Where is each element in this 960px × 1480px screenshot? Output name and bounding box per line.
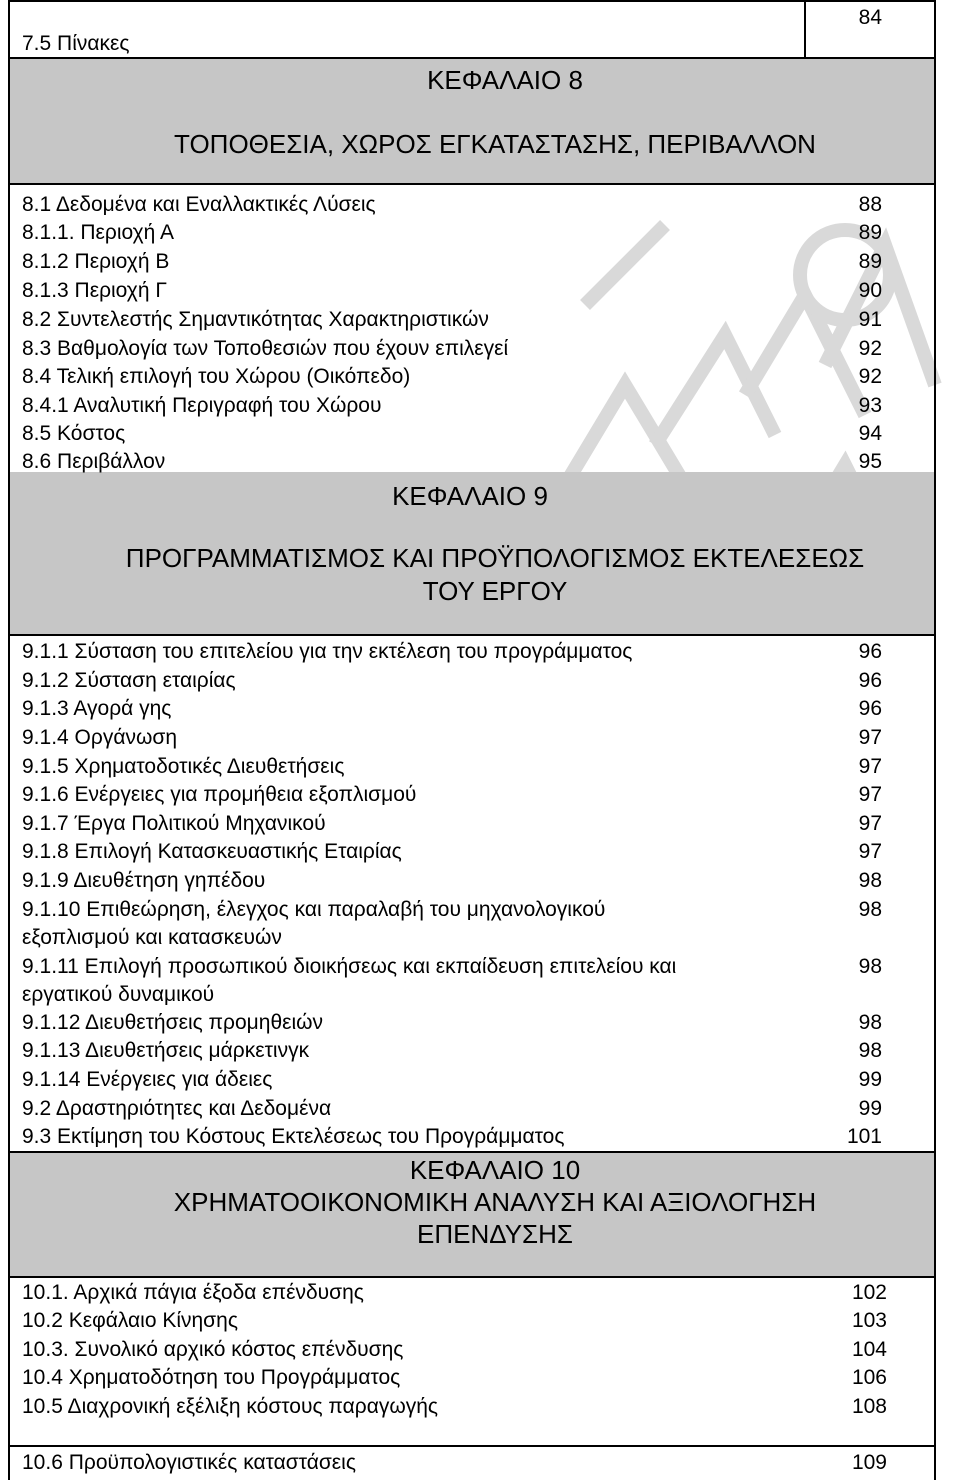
page-column-divider [804,0,806,58]
top-border [8,0,936,2]
toc-entry-text: 10.3. Συνολικό αρχικό κόστος επένδυσης [22,1338,404,1361]
toc-entry-text: 7.5 Πίνακες [22,32,130,55]
toc-entry-text: 8.5 Κόστος [22,422,126,445]
toc-entry-page: 90 [858,279,882,302]
toc-entry-page: 109 [851,1451,887,1474]
toc-entry-text: 9.1.14 Ενέργειες για άδειες [22,1068,273,1091]
toc-entry-text: 9.1.8 Επιλογή Κατασκευαστικής Εταιρίας [22,840,402,863]
chapter10-title-line2: ΕΠΕΝΔΥΣΗΣ [417,1219,573,1249]
toc-entry-text: 9.1.1 Σύσταση του επιτελείου για την εκτέλεση του προγράμματος [22,640,633,663]
toc-entry-page: 97 [858,812,882,835]
toc-entry-page: 99 [858,1068,882,1091]
toc-entry-text: 10.6 Προϋπολογιστικές καταστάσεις [22,1451,356,1474]
toc-entry-text-cont: εργατικού δυναμικού [22,983,215,1006]
toc-entry-text: 8.3 Βαθμολογία των Τοποθεσιών που έχουν επιλεγεί [22,337,509,360]
toc-entry-text: 10.5 Διαχρονική εξέλιξη κόστους παραγωγής [22,1395,439,1418]
toc-entry-page: 97 [858,840,882,863]
chapter10-title-line1: ΧΡΗΜΑΤΟΟΙΚΟΝΟΜΙΚΗ ΑΝΑΛΥΣΗ ΚΑΙ ΑΞΙΟΛΟΓΗΣΗ [173,1187,817,1217]
toc-entry-page: 97 [858,755,882,778]
toc-entry-text: 9.1.13 Διευθετήσεις μάρκετινγκ [22,1039,310,1062]
chapter9-label: ΚΕΦΑΛΑΙΟ 9 [392,481,548,511]
toc-entry-text: 8.1 Δεδομένα και Εναλλακτικές Λύσεις [22,193,376,216]
toc-entry-text: 8.1.3 Περιοχή Γ [22,279,167,302]
toc-entry-page: 96 [858,697,882,720]
toc-entry-page: 93 [858,394,882,417]
toc-entry-text: 9.1.5 Χρηματοδοτικές Διευθετήσεις [22,755,345,778]
table-right-border [934,0,936,1480]
toc-entry-page: 95 [858,450,882,473]
toc-entry-text: 10.1. Αρχικά πάγια έξοδα επένδυσης [22,1281,364,1304]
toc-entry-page: 108 [851,1395,887,1418]
toc-entry-page: 98 [858,898,882,921]
toc-entry-text: 9.1.4 Οργάνωση [22,726,177,749]
toc-entry-text: 10.2 Κεφάλαιο Κίνησης [22,1309,238,1332]
toc-entry-page: 96 [858,640,882,663]
toc-entry-page: 94 [858,422,882,445]
toc-entry-page: 91 [858,308,882,331]
toc-entry-text: 9.1.11 Επιλογή προσωπικού διοικήσεως και εκπαίδευση επιτελείου και [22,955,677,978]
toc-entry-page: 102 [851,1281,887,1304]
toc-entry-page: 84 [858,6,882,29]
toc-entry-text: 9.1.6 Ενέργειες για προμήθεια εξοπλισμού [22,783,417,806]
toc-entry-page: 98 [858,1039,882,1062]
toc-entry-text: 8.6 Περιβάλλον [22,450,166,473]
toc-entry-page: 97 [858,726,882,749]
toc-entry-page: 97 [858,783,882,806]
toc-entry-page: 98 [858,1011,882,1034]
toc-entry-page: 106 [851,1366,887,1389]
toc-entry-text: 9.1.9 Διευθέτηση γηπέδου [22,869,266,892]
toc-entry-page: 89 [858,221,882,244]
toc-entry-text: 8.2 Συντελεστής Σημαντικότητας Χαρακτηριστικών [22,308,489,331]
toc-entry-text: 9.1.3 Αγορά γης [22,697,172,720]
toc-entry-text: 9.1.2 Σύσταση εταιρίας [22,669,236,692]
toc-entry-page: 96 [858,669,882,692]
rule-after-top [8,57,936,59]
toc-entry-text: 9.1.12 Διευθετήσεις προμηθειών [22,1011,324,1034]
chapter9-title-line2: ΤΟΥ ΕΡΓΟΥ [422,576,568,606]
table-left-border [8,0,10,1480]
toc-entry-page: 89 [858,250,882,273]
toc-entry-text: 10.4 Χρηματοδότηση του Προγράμματος [22,1366,401,1389]
toc-entry-page: 98 [858,869,882,892]
toc-entry-text: 9.1.10 Επιθεώρηση, έλεγχος και παραλαβή του μηχανολογικού [22,898,606,921]
chapter9-title-line1: ΠΡΟΓΡΑΜΜΑΤΙΣΜΟΣ ΚΑΙ ΠΡΟΫΠΟΛΟΓΙΣΜΟΣ ΕΚΤΕΛΕΣΕΩΣ [125,543,865,573]
toc-entry-page: 92 [858,365,882,388]
toc-entry-page: 99 [858,1097,882,1120]
toc-entry-page: 92 [858,337,882,360]
rule-before-last [8,1445,936,1447]
toc-entry-text-cont: εξοπλισμού και κατασκευών [22,926,282,949]
toc-entry-page: 103 [851,1309,887,1332]
toc-entry-page: 104 [851,1338,887,1361]
toc-entry-text: 8.1.1. Περιοχή Α [22,221,175,244]
toc-entry-page: 88 [858,193,882,216]
toc-entry-text: 9.1.7 Έργα Πολιτικού Μηχανικού [22,812,326,835]
chapter8-title: ΤΟΠΟΘΕΣΙΑ, ΧΩΡΟΣ ΕΓΚΑΤΑΣΤΑΣΗΣ, ΠΕΡΙΒΑΛΛΟΝ [174,129,816,159]
rule-before-ch10 [8,1151,936,1153]
toc-entry-page: 98 [858,955,882,978]
rule-before-ch8-entries [8,183,936,185]
toc-entry-page: 101 [846,1125,882,1148]
toc-entry-text: 9.2 Δραστηριότητες και Δεδομένα [22,1097,332,1120]
chapter8-label: ΚΕΦΑΛΑΙΟ 8 [427,65,583,95]
toc-entry-text: 8.4.1 Αναλυτική Περιγραφή του Χώρου [22,394,382,417]
toc-entry-text: 8.4 Τελική επιλογή του Χώρου (Οικόπεδο) [22,365,411,388]
rule-after-ch10-header [8,1276,936,1278]
toc-entry-text: 8.1.2 Περιοχή Β [22,250,170,273]
rule-after-ch9-header [8,634,936,636]
toc-entry-text: 9.3 Εκτίμηση του Κόστους Εκτελέσεως του Προγράμματος [22,1125,565,1148]
chapter10-label: ΚΕΦΑΛΑΙΟ 10 [409,1155,581,1185]
